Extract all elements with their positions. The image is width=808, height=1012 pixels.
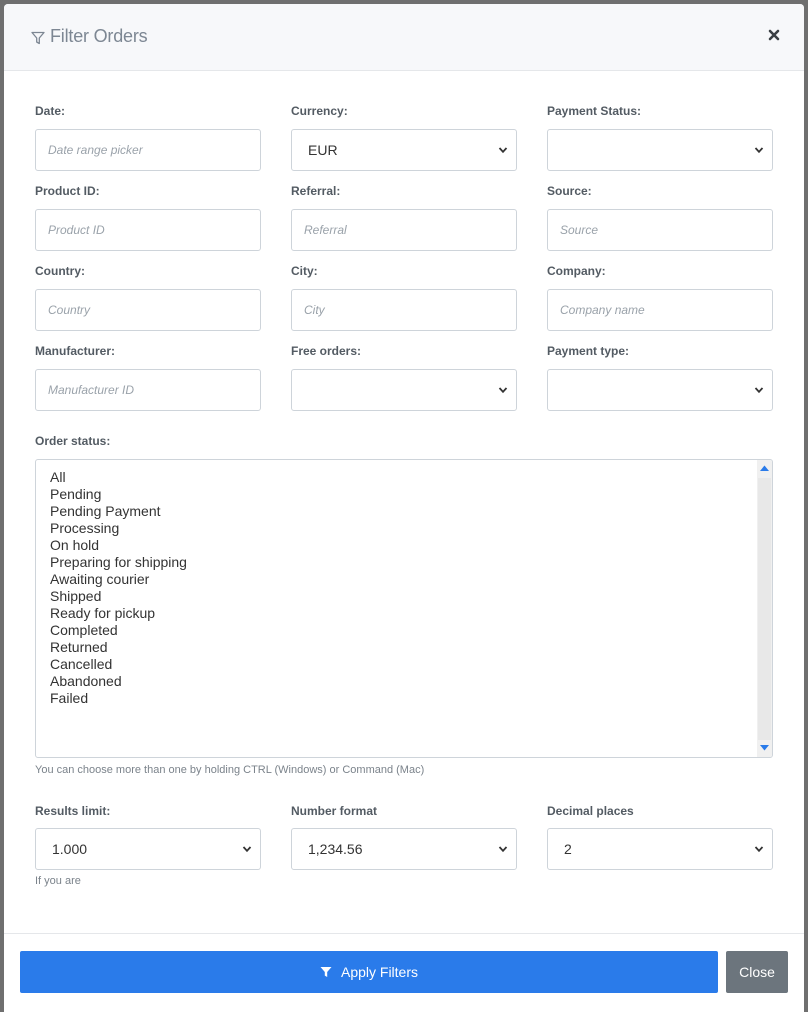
payment-status-select[interactable]	[547, 129, 773, 171]
modal-title-text: Filter Orders	[50, 26, 148, 46]
free-orders-label: Free orders:	[291, 344, 362, 358]
source-input[interactable]: Source	[547, 209, 773, 251]
order-status-options	[36, 460, 772, 707]
scroll-down-arrow-icon[interactable]	[759, 744, 770, 752]
listbox-scrollbar[interactable]	[757, 460, 772, 757]
order-status-option[interactable]: Abandoned	[50, 673, 122, 689]
currency-value: EUR	[308, 142, 338, 158]
chevron-down-icon	[498, 145, 508, 155]
apply-filters-button[interactable]	[20, 951, 718, 993]
chevron-down-icon	[754, 844, 764, 854]
order-status-option[interactable]: Pending Payment	[50, 503, 161, 519]
chevron-down-icon	[498, 844, 508, 854]
order-status-option[interactable]: All	[50, 469, 66, 485]
number-format-value: 1,234.56	[308, 841, 363, 857]
chevron-down-icon	[242, 844, 252, 854]
filter-icon	[31, 31, 45, 45]
chevron-down-icon	[754, 385, 764, 395]
date-label: Date:	[35, 104, 66, 118]
results-limit-value: 1.000	[52, 841, 88, 857]
order-status-option[interactable]: Pending	[50, 486, 102, 502]
order-status-option[interactable]: Ready for pickup	[50, 605, 156, 621]
company-input[interactable]: Company name	[547, 289, 773, 331]
decimal-places-value: 2	[564, 841, 572, 857]
modal-header	[4, 4, 804, 71]
currency-select[interactable]	[291, 129, 517, 171]
payment-status-label: Payment Status:	[547, 104, 642, 118]
source-label: Source:	[547, 184, 592, 198]
referral-input[interactable]: Referral	[291, 209, 517, 251]
free-orders-select[interactable]	[291, 369, 517, 411]
modal-body	[4, 71, 804, 933]
country-input[interactable]: Country	[35, 289, 261, 331]
country-label: Country:	[35, 264, 85, 278]
apply-filters-label: Apply Filters	[340, 964, 419, 980]
chevron-down-icon	[754, 145, 764, 155]
city-label: City:	[291, 264, 318, 278]
results-limit-label: Results limit:	[35, 804, 111, 818]
modal-footer	[4, 933, 804, 1012]
company-label: Company:	[547, 264, 606, 278]
results-limit-help: If you are	[35, 875, 81, 887]
order-status-option[interactable]: Cancelled	[50, 656, 113, 672]
close-button[interactable]: Close	[726, 951, 788, 993]
manufacturer-input[interactable]: Manufacturer ID	[35, 369, 261, 411]
number-format-label: Number format	[291, 804, 378, 818]
order-status-option[interactable]: Shipped	[50, 588, 102, 604]
decimal-places-select[interactable]	[547, 828, 773, 870]
filter-icon	[320, 966, 332, 978]
order-status-option[interactable]: Preparing for shipping	[50, 554, 187, 570]
currency-label: Currency:	[291, 104, 348, 118]
chevron-down-icon	[498, 385, 508, 395]
order-status-option[interactable]: Completed	[50, 622, 118, 638]
order-status-option[interactable]: Returned	[50, 639, 108, 655]
referral-label: Referral:	[291, 184, 341, 198]
product-id-input[interactable]: Product ID	[35, 209, 261, 251]
date-range-input[interactable]: Date range picker	[35, 129, 261, 171]
close-icon[interactable]	[766, 27, 782, 43]
product-id-label: Product ID:	[35, 184, 100, 198]
scroll-up-arrow-icon[interactable]	[759, 464, 770, 472]
order-status-help: You can choose more than one by holding CTRL (Windows) or Command (Mac)	[35, 764, 425, 776]
scrollbar-thumb[interactable]	[758, 478, 771, 740]
modal-title	[31, 26, 147, 47]
order-status-listbox[interactable]	[35, 459, 773, 758]
payment-type-label: Payment type:	[547, 344, 630, 358]
results-limit-select[interactable]	[35, 828, 261, 870]
manufacturer-label: Manufacturer:	[35, 344, 116, 358]
decimal-places-label: Decimal places	[547, 804, 634, 818]
order-status-label: Order status:	[35, 434, 111, 448]
payment-type-select[interactable]	[547, 369, 773, 411]
number-format-select[interactable]	[291, 828, 517, 870]
order-status-option[interactable]: On hold	[50, 537, 100, 553]
order-status-option[interactable]: Failed	[50, 690, 89, 706]
filter-orders-modal	[4, 4, 804, 1012]
order-status-option[interactable]: Awaiting courier	[50, 571, 150, 587]
city-input[interactable]: City	[291, 289, 517, 331]
order-status-option[interactable]: Processing	[50, 520, 120, 536]
